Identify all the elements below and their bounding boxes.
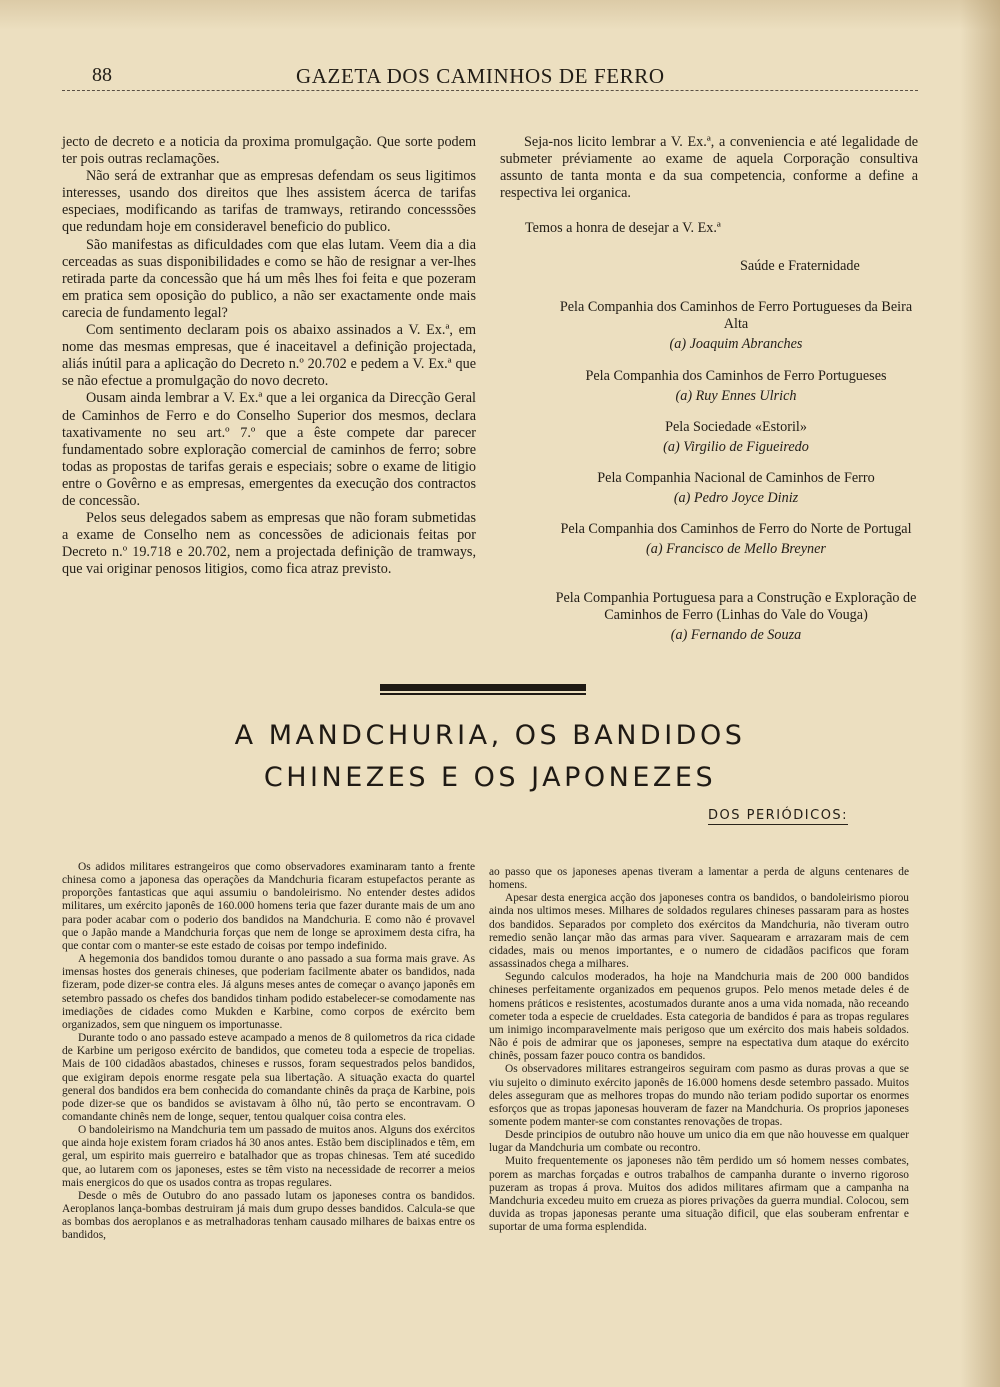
paragraph: jecto de decreto e a noticia da proxima promulgação. Que sorte podem ter pois outras reclamações. [62,134,476,168]
paragraph: São manifestas as dificuldades com que elas lutam. Veem dia a dia cerceadas as suas disponibilidades e como se hão de resignar a ver-lhes retirada parte da concessão que há um mês lhes foi feita e que pozeram em pratica sem oposição do publico, a não ser exactamente onde mais carecia de fundamento legal? [62,236,476,321]
signature-signer: (a) Francisco de Mello Breyner [646,541,826,558]
signature-signer: (a) Joaquim Abranches [669,336,803,353]
signature-signer: (a) Ruy Ennes Ulrich [675,388,797,405]
closing-line: Temos a honra de desejar a V. Ex.ª [525,220,721,236]
article-left-column [62,861,475,1243]
paragraph: Seja-nos licito lembrar a V. Ex.ª, a conveniencia e até legalidade de submeter préviamente ao exame de aquela Corporação consultiva assunto de tanta monta e da sua competencia, conforme a define a respectiva lei organica. [500,134,918,202]
paragraph: O bandoleirismo na Mandchuria tem um passado de muitos anos. Alguns dos exércitos que ainda hoje existem foram criados há 30 anos antes. Estão bem disciplinados e têm, em geral, um espirito mais guerreiro e batalhador que as tropas chinesas. Tem até sucedido que, ao lutarem com os japoneses, estes se têm visto na necessidade de recorrer a meios mais energicos do que os usados contra as tropas regulares. [62,1124,475,1189]
signature-block [548,419,924,456]
paragraph: Segundo calculos moderados, ha hoje na Mandchuria mais de 200 000 bandidos chineses perfeitamente organizados em pequenos grupos. Pelo menos metade deles é de homens práticos e resistentes, acostumados durante anos a uma vida nomada, não receando cometer toda a especie de crueldades. Esta categoria de bandidos é para as tropas regulares um inimigo incomparavelmente mais perigoso que um exército dos mais habeis soldados. Não é pois de admirar que os japoneses, sempre na espectativa dum ataque do exército chinês, possam fazer pouco contra os bandidos. [489,971,909,1063]
signature-company: Pela Companhia dos Caminhos de Ferro Portugueses da Beira Alta [559,299,913,333]
article-headline-line-2: CHINEZES E OS JAPONEZES [263,762,717,793]
page-number: 88 [92,64,112,86]
paragraph: ao passo que os japoneses apenas tiveram a lamentar a perda de alguns centenares de homens. [489,866,909,892]
paragraph: Pelos seus delegados sabem as empresas que não foram submetidas a exame de Conselho nem as concessões de adicionais feitas por Decreto n.º 19.718 e 20.702, nem a projectada definição de tramways, que vai originar penosos litigios, como fica atraz previsto. [62,510,476,578]
page-edge-shadow-top [0,0,1000,30]
signature-company: Pela Sociedade «Estoril» [665,419,807,435]
top-article-right-column [500,134,918,202]
signature-block [548,470,924,507]
top-article-left-column [62,134,476,578]
paragraph: Durante todo o ano passado esteve acampado a menos de 8 quilometros da rica cidade de Karbine um perigoso exército de bandidos, que cometeu toda a especie de tropelias. Mais de 100 cidadãos abastados, chineses e russos, foram sequestrados pelos bandidos, que exigiram depois enorme resgate pela sua libertação. A situação exacta do quartel general dos bandidos era bem conhecida do comandante chinês da praça de Karbine, pois pode dizer-se que os bandidos se avistavam à ôlho nú, tão perto se encontravam. O comandante chinês nem de longe, sequer, tentou qualquer coisa contra eles. [62,1032,475,1123]
signature-block [548,521,924,558]
signature-signer: (a) Fernando de Souza [670,627,802,644]
signature-signer: (a) Pedro Joyce Diniz [673,490,799,507]
paragraph: A hegemonia dos bandidos tomou durante o ano passado a sua forma mais grave. As imensas hostes dos generais chineses, que poderiam facilmente abater os bandidos, nada fizeram, pode dizer-se contra eles. Já alguns meses antes de começar o avanço japonês em setembro passado os chefes dos bandidos tinham podido estabelecer-se comodamente nas imediações de cidades como Mukden e Karbine, como corpos de exército bem organizados, sem que ninguem os importunasse. [62,953,475,1031]
divider-thin-rule [380,693,586,695]
paragraph: Não será de extranhar que as empresas defendam os seus ligitimos interesses, usando dos direitos que lhes assistem ácerca de tarifas especiaes, modificando as tarifas de tramways, retirando concesssões que redundam hoje em consideravel beneficio do publico. [62,168,476,236]
signature-block [548,368,924,405]
publication-title: GAZETA DOS CAMINHOS DE FERRO [296,64,665,88]
divider-thick-rule [380,684,586,691]
section-divider [380,684,586,695]
paragraph: Apesar desta energica acção dos japoneses contra os bandidos, o bandoleirismo piorou ainda nos ultimos meses. Milhares de soldados regulares chineses passaram para as hostes dos bandidos. Separados por completo dos exércitos da Mandchuria, não tiveram outro remedio senão lançar mão das armas para viver. Saquearam e arrazaram mais de cem cidades, mais ou menos importantes, e o numero de cidadãos pacificos que foram assassinados chega a milhares. [489,892,909,971]
article-source: DOS PERIÓDICOS: [708,808,849,823]
signature-block [548,590,924,644]
signature-company: Pela Companhia Portuguesa para a Construção e Exploração de Caminhos de Ferro (Linhas do Vale do Vouga) [555,590,917,624]
signature-company: Pela Companhia dos Caminhos de Ferro Portugueses [585,368,887,384]
paragraph: Ousam ainda lembrar a V. Ex.ª que a lei organica da Direcção Geral de Caminhos de Ferro e do Conselho Superior dos mesmos, declara taxativamente no seu art.º 7.º que a êste compete dar parecer fundamentado sobre exploração comercial de caminhos de ferro; sobre todas as propostas de tarifas gerais e especiais; sobre o exame de litigio entre o Govêrno e as empresas, emergentes da execução dos contractos de concessão. [62,390,476,509]
article-headline-line-1: A MANDCHURIA, OS BANDIDOS [234,720,746,751]
signature-company: Pela Companhia dos Caminhos de Ferro do Norte de Portugal [560,521,912,537]
signature-signer: (a) Virgilio de Figueiredo [663,439,809,456]
signature-company: Pela Companhia Nacional de Caminhos de Ferro [597,470,875,486]
paragraph: Os adidos militares estrangeiros que como observadores examinaram tanto a frente chinesa como a japonesa das operações da Mandchuria ficaram estupefactos perante as proporções fantasticas que aqui assumiu o bandoleirismo. No entender destes adidos militares, um exército japonês de 160.000 homens teria que fazer durante mais de um ano para poder acabar com o poderio dos bandidos na Mandchuria. E como não é provavel que o Japão mande a Mandchuria forças que nem de longe se aproximem desta cifra, ha que contar com o manter-se este estado de coisas por tempo indefinido. [62,861,475,952]
page-edge-shadow-right [960,0,1000,1387]
article-right-column [489,866,909,1234]
paragraph: Muito frequentemente os japoneses não têm perdido um só homem nesses combates, porem as marchas forçadas e outros trabalhos de campanha durante o inverno rigoroso puzeram as tropas á prova. Muitos dos adidos militares afirmam que a campanha na Mandchuria excedeu muito em crueza as piores privações da guerra mundial. Colocou, sem duvida as tropas japonesas perante uma situação dificil, que elas souberam enfrentar e suportar de uma forma esplendida. [489,1155,909,1234]
signature-block [548,299,924,353]
paragraph: Com sentimento declaram pois os abaixo assinados a V. Ex.ª, em nome das mesmas empresas, que é inaceitavel a definição projectada, aliás inútil para a aplicação do Decreto n.º 20.702 e pedem a V. Ex.ª que se não efectue a promulgação do novo decreto. [62,322,476,390]
paragraph: Desde o mês de Outubro do ano passado lutam os japoneses contra os bandidos. Aeroplanos lança-bombas destruiram já mais dum grupo desses bandidos. Calcula-se que as bombas dos aeroplanos e as metralhadoras tenham causado milhares de baixas entre os bandidos, [62,1189,475,1242]
salutation: Saúde e Fraternidade [740,258,860,274]
paragraph: Desde principios de outubro não houve um unico dia em que não houvesse em qualquer lugar da Mandchuria um combate ou recontro. [489,1129,909,1155]
header-rule [62,90,918,91]
paragraph: Os observadores militares estrangeiros seguiram com pasmo as duras provas a que se viu sujeito o diminuto exército japonês de 16.000 homens desde setembro passado. Muitos deles asseguram que as melhores tropas do mundo não teriam podido suportar os enormes esforços que as tropas japonesas houveram de fazer na Mandchuria. Os proprios japoneses somente podem manter-se com constantes renovações de tropas. [489,1063,909,1128]
